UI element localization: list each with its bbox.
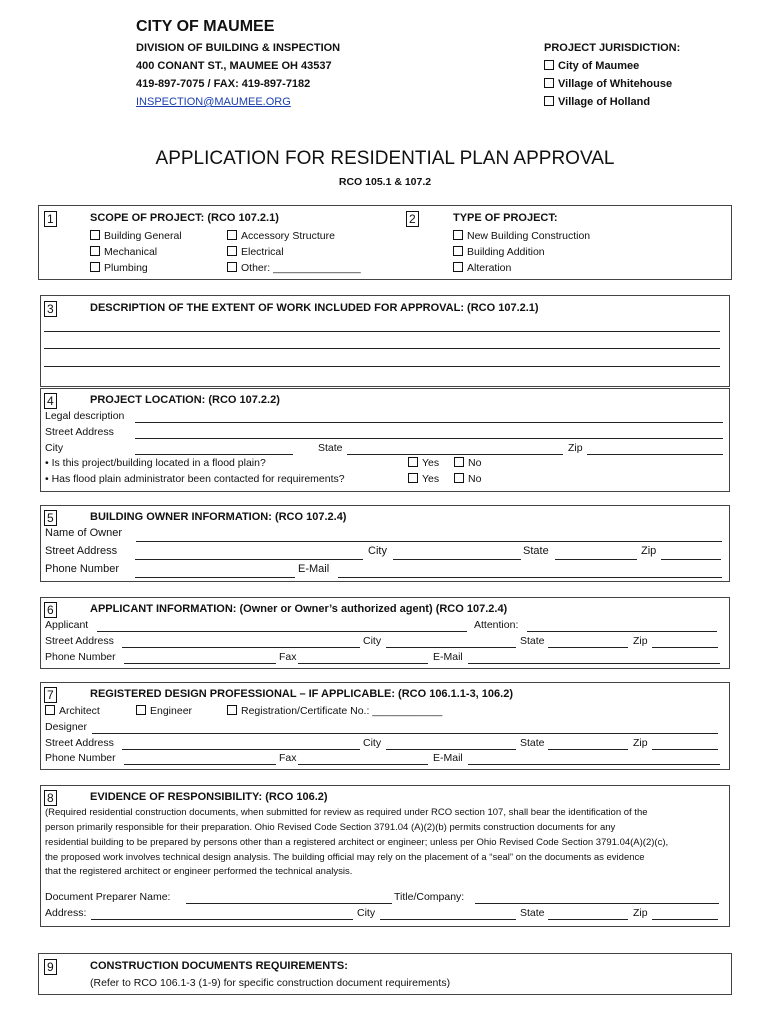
admin-no-option[interactable]: No [454, 473, 481, 485]
responsibility-text-line: that the registered architect or engineer performed the technical analysis. [45, 866, 353, 877]
type-heading: TYPE OF PROJECT: [453, 212, 558, 224]
preparer-state-field[interactable] [548, 919, 628, 920]
type-option[interactable]: New Building Construction [453, 230, 590, 242]
preparer-zip-label: Zip [633, 907, 648, 919]
street-address-label: Street Address [45, 426, 114, 438]
office-phone: 419-897-7075 / FAX: 419-897-7182 [136, 78, 311, 90]
checkbox-icon[interactable] [453, 230, 463, 240]
designer-state-label: State [520, 737, 545, 749]
flood-admin-question: • Has flood plain administrator been contacted for requirements? [45, 473, 345, 485]
owner-state-field[interactable] [555, 559, 637, 560]
checkbox-icon[interactable] [90, 262, 100, 272]
checkbox-icon[interactable] [544, 60, 554, 70]
admin-yes-option[interactable]: Yes [408, 473, 439, 485]
owner-phone-field[interactable] [135, 577, 295, 578]
preparer-city-label: City [357, 907, 376, 919]
section-number: 8 [44, 789, 57, 807]
designer-fax-field[interactable] [298, 764, 428, 765]
preparer-address-label: Address: [45, 907, 87, 919]
checkbox-icon[interactable] [227, 262, 237, 272]
designer-zip-field[interactable] [652, 749, 718, 750]
designer-zip-label: Zip [633, 737, 648, 749]
title-company-label: Title/Company: [394, 891, 465, 903]
checkbox-icon[interactable] [408, 473, 418, 483]
scope-option[interactable]: Other: _______________ [227, 262, 361, 274]
flood-no-option[interactable]: No [454, 457, 481, 469]
city-label: City [45, 442, 64, 454]
section-number: 4 [44, 392, 57, 410]
owner-street-field[interactable] [135, 559, 363, 560]
owner-email-field[interactable] [338, 577, 722, 578]
architect-option[interactable]: Architect [45, 705, 100, 717]
jurisdiction-label: PROJECT JURISDICTION: [544, 42, 681, 54]
owner-city-field[interactable] [393, 559, 521, 560]
flood-plain-question: • Is this project/building located in a flood plain? [45, 457, 266, 469]
checkbox-icon[interactable] [90, 230, 100, 240]
responsibility-text-line: (Required residential construction documents, when submitted for review as required under RCO section 107, shall bear the identification of the [45, 807, 648, 818]
owner-phone-label: Phone Number [45, 563, 119, 575]
state-label: State [318, 442, 343, 454]
applicant-heading: APPLICANT INFORMATION: (Owner or Owner’s authorized agent) (RCO 107.2.4) [90, 603, 508, 615]
designer-email-label: E-Mail [433, 752, 463, 764]
preparer-city-field[interactable] [380, 919, 516, 920]
applicant-phone-label: Phone Number [45, 651, 116, 663]
design-professional-heading: REGISTERED DESIGN PROFESSIONAL – IF APPLICABLE: (RCO 106.1.1-3, 106.2) [90, 688, 513, 700]
division-name: DIVISION OF BUILDING & INSPECTION [136, 42, 341, 54]
owner-heading: BUILDING OWNER INFORMATION: (RCO 107.2.4) [90, 511, 347, 523]
applicant-email-field[interactable] [468, 663, 720, 664]
legal-description-field[interactable] [135, 422, 723, 423]
responsibility-heading: EVIDENCE OF RESPONSIBILITY: (RCO 106.2) [90, 791, 328, 803]
checkbox-icon[interactable] [136, 705, 146, 715]
description-heading: DESCRIPTION OF THE EXTENT OF WORK INCLUDED FOR APPROVAL: (RCO 107.2.1) [90, 302, 539, 314]
zip-label: Zip [568, 442, 583, 454]
applicant-zip-label: Zip [633, 635, 648, 647]
responsibility-text-line: residential building to be prepared by persons other than a registered architect or engineer; unless per Ohio Revised Code Section 3791.04(A)(2)(c), [45, 837, 669, 848]
checkbox-icon[interactable] [544, 78, 554, 88]
form-title: APPLICATION FOR RESIDENTIAL PLAN APPROVAL [155, 148, 615, 169]
city-name: CITY OF MAUMEE [136, 18, 275, 35]
registration-option[interactable]: Registration/Certificate No.: ____________ [227, 705, 442, 717]
description-line[interactable] [44, 331, 720, 332]
checkbox-icon[interactable] [454, 457, 464, 467]
section-number: 9 [44, 958, 57, 976]
owner-name-label: Name of Owner [45, 527, 123, 539]
scope-option[interactable]: Building General [90, 230, 182, 242]
responsibility-text-line: the proposed work involves technical design analysis. The building official may rely on the placement of a “seal” on the documents as evidence [45, 852, 645, 863]
designer-city-field[interactable] [386, 749, 516, 750]
attention-label: Attention: [474, 619, 519, 631]
section-number: 5 [44, 509, 57, 527]
applicant-fax-field[interactable] [298, 663, 428, 664]
office-address: 400 CONANT ST., MAUMEE OH 43537 [136, 60, 332, 72]
owner-state-label: State [523, 545, 549, 557]
street-address-field[interactable] [135, 438, 723, 439]
checkbox-icon[interactable] [227, 230, 237, 240]
type-option[interactable]: Building Addition [453, 246, 545, 258]
applicant-label: Applicant [45, 619, 89, 631]
designer-email-field[interactable] [468, 764, 720, 765]
checkbox-icon[interactable] [408, 457, 418, 467]
legal-description-label: Legal description [45, 410, 125, 422]
owner-name-field[interactable] [136, 541, 722, 542]
description-line[interactable] [44, 366, 720, 367]
section-number: 7 [44, 686, 57, 704]
designer-city-label: City [363, 737, 382, 749]
scope-option[interactable]: Mechanical [90, 246, 157, 258]
applicant-street-field[interactable] [122, 647, 360, 648]
engineer-option[interactable]: Engineer [136, 705, 192, 717]
preparer-state-label: State [520, 907, 545, 919]
title-company-field[interactable] [475, 903, 719, 904]
flood-yes-option[interactable]: Yes [408, 457, 439, 469]
scope-option[interactable]: Plumbing [90, 262, 148, 274]
applicant-state-label: State [520, 635, 545, 647]
section-number: 1 [44, 210, 57, 228]
designer-fax-label: Fax [279, 752, 297, 764]
scope-option[interactable]: Accessory Structure [227, 230, 335, 242]
designer-street-field[interactable] [122, 749, 360, 750]
designer-phone-label: Phone Number [45, 752, 116, 764]
checkbox-icon[interactable] [45, 705, 55, 715]
applicant-street-label: Street Address [45, 635, 114, 647]
designer-state-field[interactable] [548, 749, 628, 750]
applicant-phone-field[interactable] [124, 663, 276, 664]
preparer-name-field[interactable] [186, 903, 392, 904]
designer-label: Designer [45, 721, 88, 733]
applicant-state-field[interactable] [548, 647, 628, 648]
type-option[interactable]: Alteration [453, 262, 511, 274]
scope-heading: SCOPE OF PROJECT: (RCO 107.2.1) [90, 212, 279, 224]
office-email-link[interactable]: INSPECTION@MAUMEE.ORG [136, 96, 291, 108]
preparer-address-field[interactable] [91, 919, 353, 920]
applicant-field[interactable] [97, 631, 467, 632]
applicant-fax-label: Fax [279, 651, 297, 663]
checkbox-icon[interactable] [544, 96, 554, 106]
applicant-zip-field[interactable] [652, 647, 718, 648]
owner-zip-label: Zip [641, 545, 657, 557]
designer-field[interactable] [92, 733, 718, 734]
responsibility-text-line: person primarily responsible for their preparation. Ohio Revised Code Section 3791.04 (A)(2)(b) permits construction documents for any [45, 822, 616, 833]
designer-street-label: Street Address [45, 737, 114, 749]
designer-phone-field[interactable] [124, 764, 276, 765]
zip-field[interactable] [587, 454, 723, 455]
construction-documents-heading: CONSTRUCTION DOCUMENTS REQUIREMENTS: [90, 960, 348, 972]
section-number: 6 [44, 601, 57, 619]
owner-street-label: Street Address [45, 545, 118, 557]
checkbox-icon[interactable] [453, 246, 463, 256]
description-line[interactable] [44, 348, 720, 349]
section-number: 3 [44, 300, 57, 318]
preparer-zip-field[interactable] [652, 919, 718, 920]
owner-email-label: E-Mail [298, 563, 330, 575]
form-subtitle: RCO 105.1 & 107.2 [338, 176, 432, 188]
jurisdiction-option[interactable]: City of Maumee [544, 60, 639, 72]
owner-city-label: City [368, 545, 387, 557]
jurisdiction-option[interactable]: Village of Holland [544, 96, 650, 108]
checkbox-icon[interactable] [227, 246, 237, 256]
construction-documents-note: (Refer to RCO 106.1-3 (1-9) for specific construction document requirements) [90, 977, 451, 989]
checkbox-icon[interactable] [90, 246, 100, 256]
applicant-city-label: City [363, 635, 382, 647]
attention-field[interactable] [527, 631, 717, 632]
location-heading: PROJECT LOCATION: (RCO 107.2.2) [90, 394, 280, 406]
state-field[interactable] [347, 454, 563, 455]
checkbox-icon[interactable] [227, 705, 237, 715]
checkbox-icon[interactable] [453, 262, 463, 272]
jurisdiction-option[interactable]: Village of Whitehouse [544, 78, 672, 90]
section-number: 2 [406, 210, 419, 228]
city-field[interactable] [135, 454, 293, 455]
checkbox-icon[interactable] [454, 473, 464, 483]
applicant-email-label: E-Mail [433, 651, 463, 663]
scope-option[interactable]: Electrical [227, 246, 284, 258]
owner-zip-field[interactable] [661, 559, 721, 560]
preparer-name-label: Document Preparer Name: [45, 891, 171, 903]
applicant-city-field[interactable] [386, 647, 516, 648]
